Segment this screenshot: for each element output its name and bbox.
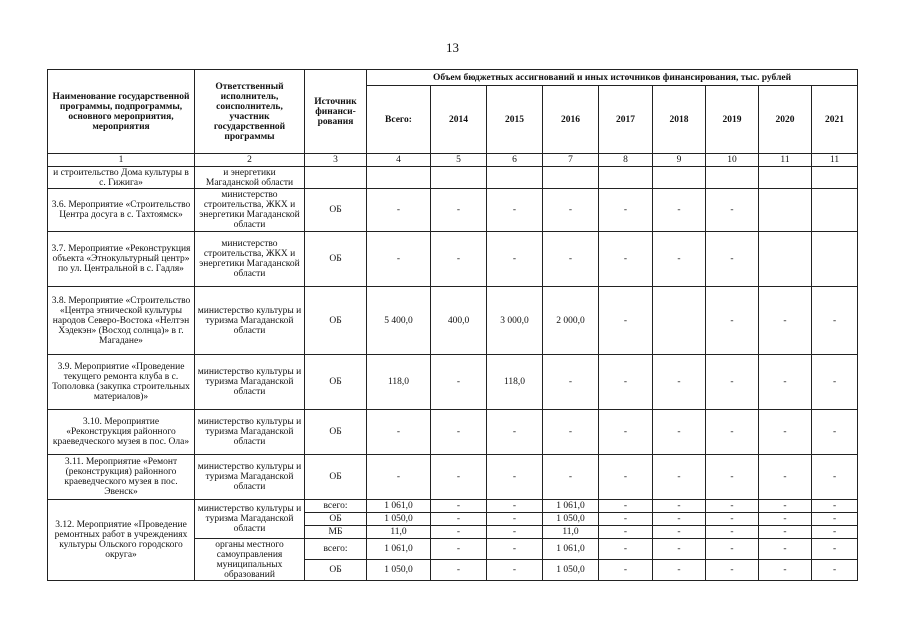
- funding-source: ОБ: [305, 189, 367, 232]
- funding-value: -: [431, 232, 487, 287]
- funding-value: -: [543, 189, 599, 232]
- header-year: 2014: [431, 86, 487, 154]
- funding-value: -: [759, 500, 812, 513]
- funding-source: ОБ: [305, 232, 367, 287]
- funding-value: -: [759, 287, 812, 355]
- table-row: [48, 455, 858, 500]
- funding-value: [543, 167, 599, 189]
- column-number: 8: [599, 154, 653, 167]
- funding-value: -: [759, 539, 812, 560]
- executor: органы местного самоуправления муниципальных образований: [195, 539, 305, 581]
- funding-value: -: [543, 410, 599, 455]
- executor: и энергетики Магаданской области: [195, 167, 305, 189]
- funding-value: -: [759, 410, 812, 455]
- funding-value: [812, 167, 858, 189]
- funding-value: 118,0: [367, 355, 431, 410]
- column-number: 11: [812, 154, 858, 167]
- funding-value: -: [599, 513, 653, 526]
- funding-value: -: [653, 526, 706, 539]
- funding-value: -: [431, 355, 487, 410]
- column-number-row: [48, 154, 858, 167]
- header-funding: Объем бюджетных ассигнований и иных источников финансирования, тыс. рублей: [367, 70, 858, 86]
- funding-value: 11,0: [367, 526, 431, 539]
- funding-value: -: [487, 500, 543, 513]
- funding-value: -: [653, 500, 706, 513]
- funding-value: [706, 167, 759, 189]
- funding-value: [812, 232, 858, 287]
- funding-value: -: [599, 539, 653, 560]
- funding-value: 1 050,0: [367, 513, 431, 526]
- column-number: 7: [543, 154, 599, 167]
- table-row: [48, 355, 858, 410]
- funding-value: -: [759, 355, 812, 410]
- funding-value: -: [653, 560, 706, 581]
- column-number: 9: [653, 154, 706, 167]
- funding-source: ОБ: [305, 287, 367, 355]
- funding-value: [431, 167, 487, 189]
- executor: министерство строительства, ЖКХ и энергетики Магаданской области: [195, 189, 305, 232]
- funding-source: ОБ: [305, 513, 367, 526]
- funding-value: -: [431, 526, 487, 539]
- funding-value: 1 061,0: [367, 539, 431, 560]
- funding-source: ОБ: [305, 560, 367, 581]
- funding-value: 1 061,0: [367, 500, 431, 513]
- executor: министерство культуры и туризма Магаданской области: [195, 500, 305, 539]
- funding-value: [653, 167, 706, 189]
- funding-value: -: [487, 189, 543, 232]
- funding-value: -: [487, 455, 543, 500]
- funding-value: 3 000,0: [487, 287, 543, 355]
- funding-value: -: [367, 232, 431, 287]
- column-number: 1: [48, 154, 195, 167]
- funding-value: 1 061,0: [543, 539, 599, 560]
- table-row: [48, 232, 858, 287]
- funding-value: -: [653, 232, 706, 287]
- funding-value: 400,0: [431, 287, 487, 355]
- funding-value: [759, 167, 812, 189]
- activity-name: 3.12. Мероприятие «Проведение ремонтных работ в учреждениях культуры Ольского городского округа»: [48, 500, 195, 581]
- funding-value: -: [812, 455, 858, 500]
- activity-name: 3.11. Мероприятие «Ремонт (реконструкция) районного краеведческого музея в пос. Эвенск»: [48, 455, 195, 500]
- funding-value: -: [487, 410, 543, 455]
- funding-source: всего:: [305, 539, 367, 560]
- funding-value: -: [759, 513, 812, 526]
- header-year: 2018: [653, 86, 706, 154]
- funding-value: -: [706, 500, 759, 513]
- column-number: 3: [305, 154, 367, 167]
- funding-value: -: [487, 232, 543, 287]
- header-year: 2019: [706, 86, 759, 154]
- funding-value: -: [543, 355, 599, 410]
- header-year: 2015: [487, 86, 543, 154]
- funding-source: [305, 167, 367, 189]
- column-number: 4: [367, 154, 431, 167]
- funding-value: -: [431, 410, 487, 455]
- funding-value: -: [367, 189, 431, 232]
- funding-value: -: [706, 355, 759, 410]
- table-row: [48, 167, 858, 189]
- funding-value: -: [759, 455, 812, 500]
- funding-value: -: [599, 232, 653, 287]
- funding-value: -: [543, 232, 599, 287]
- funding-value: -: [431, 455, 487, 500]
- funding-value: [759, 232, 812, 287]
- funding-value: -: [653, 513, 706, 526]
- funding-value: -: [599, 287, 653, 355]
- column-number: 5: [431, 154, 487, 167]
- column-number: 6: [487, 154, 543, 167]
- header-year: Всего:: [367, 86, 431, 154]
- funding-value: 1 050,0: [543, 560, 599, 581]
- funding-source: всего:: [305, 500, 367, 513]
- funding-value: -: [653, 189, 706, 232]
- funding-value: -: [653, 455, 706, 500]
- funding-value: [759, 189, 812, 232]
- funding-value: -: [599, 189, 653, 232]
- funding-value: -: [706, 526, 759, 539]
- column-number: 2: [195, 154, 305, 167]
- funding-value: -: [812, 526, 858, 539]
- funding-value: -: [653, 410, 706, 455]
- funding-value: -: [431, 539, 487, 560]
- funding-value: -: [543, 455, 599, 500]
- table-row: [48, 410, 858, 455]
- header-year: 2016: [543, 86, 599, 154]
- funding-value: 118,0: [487, 355, 543, 410]
- funding-value: -: [812, 539, 858, 560]
- funding-value: 1 061,0: [543, 500, 599, 513]
- funding-value: -: [706, 232, 759, 287]
- activity-name: 3.8. Мероприятие «Строительство «Центра этнической культуры народов Северо-Востока «Нелтэн Хэдекэн» (Восход солнца)» в г. Магадане»: [48, 287, 195, 355]
- funding-value: -: [599, 455, 653, 500]
- executor: министерство культуры и туризма Магаданской области: [195, 455, 305, 500]
- table-row: [48, 287, 858, 355]
- funding-value: -: [431, 189, 487, 232]
- page-number: 13: [446, 40, 459, 55]
- funding-value: -: [653, 355, 706, 410]
- header-source: Источник финанси- рования: [305, 70, 367, 154]
- funding-value: -: [431, 560, 487, 581]
- budget-table: [47, 69, 858, 581]
- funding-value: -: [653, 539, 706, 560]
- funding-value: -: [706, 560, 759, 581]
- funding-value: -: [706, 189, 759, 232]
- funding-source: ОБ: [305, 355, 367, 410]
- funding-value: -: [759, 526, 812, 539]
- table-row: [48, 189, 858, 232]
- executor: министерство культуры и туризма Магаданской области: [195, 355, 305, 410]
- executor: министерство культуры и туризма Магаданской области: [195, 410, 305, 455]
- funding-value: -: [706, 455, 759, 500]
- funding-value: -: [487, 526, 543, 539]
- funding-source: ОБ: [305, 455, 367, 500]
- column-number: 11: [759, 154, 812, 167]
- activity-name: 3.9. Мероприятие «Проведение текущего ремонта клуба в с. Тополовка (закупка строительных материалов)»: [48, 355, 195, 410]
- header-year: 2021: [812, 86, 858, 154]
- funding-value: [487, 167, 543, 189]
- funding-value: -: [599, 560, 653, 581]
- funding-value: 2 000,0: [543, 287, 599, 355]
- funding-value: -: [706, 539, 759, 560]
- header-name: Наименование государственной программы, подпрограммы, основного мероприятия, мероприятия: [48, 70, 195, 154]
- funding-value: -: [431, 500, 487, 513]
- funding-source: МБ: [305, 526, 367, 539]
- funding-value: -: [367, 410, 431, 455]
- funding-source: ОБ: [305, 410, 367, 455]
- funding-value: -: [431, 513, 487, 526]
- funding-value: -: [487, 513, 543, 526]
- funding-value: -: [599, 526, 653, 539]
- funding-value: -: [812, 355, 858, 410]
- funding-value: -: [812, 560, 858, 581]
- activity-name: 3.10. Мероприятие «Реконструкция районного краеведческого музея в пос. Ола»: [48, 410, 195, 455]
- funding-value: 5 400,0: [367, 287, 431, 355]
- funding-value: -: [812, 410, 858, 455]
- funding-value: -: [487, 560, 543, 581]
- funding-value: -: [706, 513, 759, 526]
- funding-value: -: [599, 355, 653, 410]
- funding-value: -: [599, 500, 653, 513]
- header-year: 2020: [759, 86, 812, 154]
- funding-value: -: [812, 500, 858, 513]
- funding-value: -: [812, 513, 858, 526]
- funding-value: -: [367, 455, 431, 500]
- funding-value: -: [706, 410, 759, 455]
- activity-name: и строительство Дома культуры в с. Гижига»: [48, 167, 195, 189]
- funding-value: [812, 189, 858, 232]
- executor: министерство строительства, ЖКХ и энергетики Магаданской области: [195, 232, 305, 287]
- funding-value: 1 050,0: [367, 560, 431, 581]
- column-number: 10: [706, 154, 759, 167]
- funding-value: [599, 167, 653, 189]
- funding-value: 11,0: [543, 526, 599, 539]
- funding-value: [367, 167, 431, 189]
- table-row: [48, 500, 858, 513]
- funding-value: -: [759, 560, 812, 581]
- funding-value: -: [487, 539, 543, 560]
- header-executor: Ответственный исполнитель, соисполнитель, участник государственной программы: [195, 70, 305, 154]
- funding-value: [653, 287, 706, 355]
- funding-value: -: [599, 410, 653, 455]
- activity-name: 3.7. Мероприятие «Реконструкция объекта «Этнокультурный центр» по ул. Центральной в с. Гадля»: [48, 232, 195, 287]
- executor: министерство культуры и туризма Магаданской области: [195, 287, 305, 355]
- funding-value: -: [706, 287, 759, 355]
- funding-value: -: [812, 287, 858, 355]
- activity-name: 3.6. Мероприятие «Строительство Центра досуга в с. Тахтоямск»: [48, 189, 195, 232]
- header-year: 2017: [599, 86, 653, 154]
- funding-value: 1 050,0: [543, 513, 599, 526]
